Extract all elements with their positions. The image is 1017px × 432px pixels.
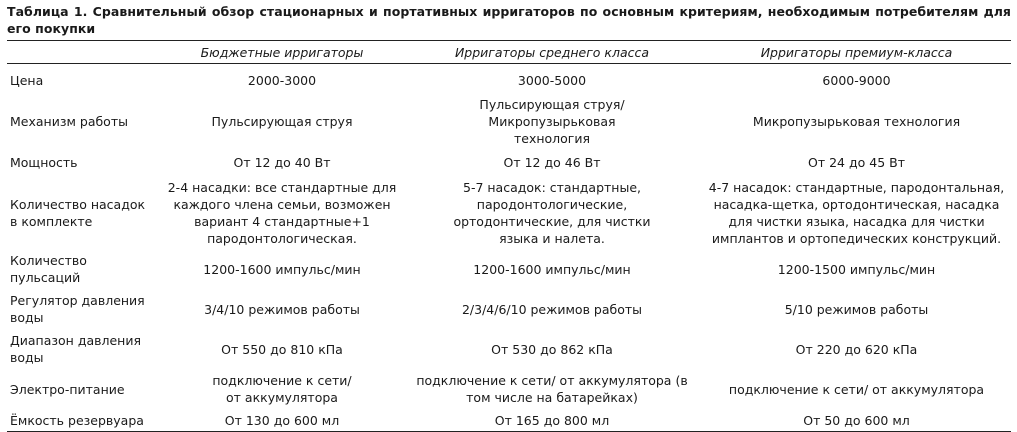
row-label-price: Цена	[10, 72, 44, 88]
table-cell: От 12 до 40 Вт	[233, 154, 331, 170]
table-cell	[162, 369, 402, 409]
table-row	[7, 147, 1011, 177]
table-cell	[402, 369, 702, 409]
table-cell: Пульсирующая струя	[211, 114, 353, 129]
table-cell: 2/3/4/6/10 режимов работы	[461, 301, 643, 317]
cell-text: Количество насадок в комплекте	[10, 197, 146, 229]
table-cell: 1200-1500 импульс/мин	[777, 261, 936, 277]
cell-text: Пульсирующая струя/ Микропузырьковая технология	[479, 97, 625, 146]
table-caption: Таблица 1. Сравнительный обзор стационарных и портативных ирригаторов по основным критериям, необходимым потребителям для его покупки	[7, 4, 1011, 36]
cell-text: подключение к сети/ от аккумулятора (в том числе на батарейках)	[416, 373, 688, 405]
row-label-pulsations	[7, 249, 162, 289]
header-cell-mid: Ирригаторы среднего класса	[402, 41, 702, 64]
table-cell: 2000-3000	[247, 72, 317, 88]
cell-text: Диапазон давления воды	[10, 333, 141, 365]
header-cell-premium: Ирригаторы премиум-класса	[702, 41, 1011, 64]
table-cell: 1200-1600 импульс/мин	[203, 261, 361, 277]
table-cell: От 220 до 620 кПа	[795, 341, 918, 357]
table-cell: От 165 до 800 мл	[402, 409, 702, 432]
table-cell: От 50 до 600 мл	[702, 409, 1011, 432]
cell-text: 5-7 насадок: стандартные, пародонтологические, ортодонтические, для чистки языка и налета.	[453, 180, 651, 246]
cell-text: подключение к сети/ от аккумулятора	[212, 373, 352, 405]
table-cell: подключение к сети/ от аккумулятора	[728, 381, 985, 397]
cell-text: Количество пульсаций	[10, 253, 87, 285]
table-cell: От 130 до 600 мл	[162, 409, 402, 432]
comparison-table	[7, 40, 1011, 432]
table-cell	[402, 96, 702, 147]
table-cell: 2-4 насадки: все стандартные для каждого члена семьи, возможен вариант 4 стандартные+1 пародонтологическая.	[167, 180, 397, 246]
table-cell: 3000-5000	[517, 72, 587, 88]
table-cell: 4-7 насадок: стандартные, пародонтальная, насадка-щетка, ортодонтическая, насадка для чистки языка, насадка для чистки имплантов и ортопедических конструкций.	[708, 180, 1005, 246]
row-label-nozzles	[7, 177, 162, 249]
table-row	[7, 289, 1011, 329]
row-label-power: Мощность	[10, 154, 78, 170]
row-label-reservoir: Ёмкость резервуара	[7, 409, 162, 432]
table-header-row	[7, 41, 1011, 64]
table-cell: 1200-1600 импульс/мин	[473, 261, 631, 277]
row-label-power-supply: Электро-питание	[10, 381, 125, 397]
header-cell-budget: Бюджетные ирригаторы	[162, 41, 402, 64]
table-row	[7, 96, 1011, 147]
table-row	[7, 329, 1011, 369]
table-cell	[402, 177, 702, 249]
header-cell-criteria	[7, 41, 162, 64]
table-cell: От 550 до 810 кПа	[221, 341, 343, 357]
table-row	[7, 249, 1011, 289]
table-cell: От 12 до 46 Вт	[503, 154, 601, 170]
table-cell: От 530 до 862 кПа	[491, 341, 613, 357]
table-cell: 5/10 режимов работы	[784, 301, 929, 317]
table-cell: Микропузырьковая технология	[752, 114, 961, 129]
table-cell: 6000-9000	[822, 72, 891, 88]
row-label-pressure-regulator	[7, 289, 162, 329]
table-row	[7, 369, 1011, 409]
table-row	[7, 409, 1011, 432]
table-cell: 3/4/10 режимов работы	[204, 301, 360, 317]
row-label-mechanism: Механизм работы	[10, 114, 128, 129]
table-cell: От 24 до 45 Вт	[808, 154, 905, 170]
row-label-pressure-range	[7, 329, 162, 369]
cell-text: Регулятор давления воды	[10, 293, 145, 325]
table-row	[7, 177, 1011, 249]
table-row	[7, 64, 1011, 97]
